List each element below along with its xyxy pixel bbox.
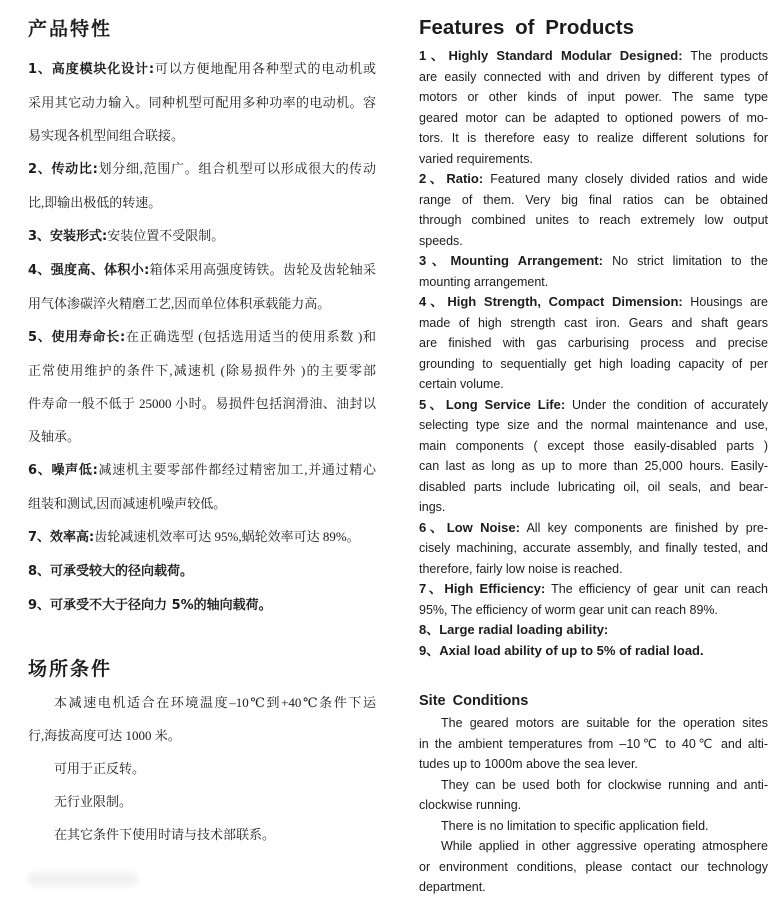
item-heading: 5、使用寿命长: — [28, 330, 126, 345]
scan-artifact — [28, 872, 138, 886]
text-line: 本减速电机适合在环境温度–10℃到+40℃条件下运 — [54, 695, 376, 710]
feature-item-en — [419, 579, 768, 620]
text-line: selecting type size and the normal maintenance and use, — [419, 418, 768, 432]
text-line: varied requirements. — [419, 151, 533, 166]
paragraph-cn — [28, 818, 376, 851]
text-line: 无行业限制。 — [54, 794, 133, 809]
text-line: made of high strength cast iron. Gears and shaft gears — [419, 315, 768, 330]
text-line: 易实现各机型间组合联接。 — [28, 128, 185, 143]
paragraph-en — [419, 836, 768, 897]
feature-item-en — [419, 620, 768, 641]
feature-item-cn — [28, 554, 376, 588]
text-line: are finished with gas carburising process and precise — [419, 336, 768, 350]
site-conditions-title-cn: 场所条件 — [28, 658, 113, 680]
text-line: 95%, The efficiency of worm gear unit can reach 89%. — [419, 602, 719, 617]
text-line: While applied in other aggressive operating atmosphere — [441, 839, 768, 853]
chinese-column — [28, 0, 376, 897]
paragraph-en — [419, 775, 768, 816]
text-line: The geared motors are suitable for the operation sites — [441, 716, 768, 730]
text-line: 4、强度高、体积小:箱体采用高强度铸铁。齿轮及齿轮轴采 — [28, 262, 376, 278]
text-line: geared motor can be adapted to optioned powers of mo- — [419, 110, 768, 125]
text-line: main components ( except those easily-disabled parts ) — [419, 438, 768, 453]
text-line: ings. — [419, 500, 446, 514]
text-line: 组装和测试,因而减速机噪声较低。 — [28, 496, 227, 511]
feature-item-cn — [28, 152, 376, 219]
text-line: 3、安装形式:安装位置不受限制。 — [28, 228, 225, 244]
feature-item-en — [419, 292, 768, 395]
text-line: speeds. — [419, 233, 463, 248]
text-line: 2、传动比:划分细,范围广。组合机型可以形成很大的传动 — [28, 161, 376, 177]
text-line: 用气体渗碳淬火精磨工艺,因而单位体积承载能力高。 — [28, 296, 331, 311]
paragraph-cn — [28, 752, 376, 785]
text-line: clockwise running. — [419, 798, 522, 812]
feature-list-cn — [28, 52, 376, 622]
text-line: 5、使用寿命长:在正确选型 (包括选用适当的使用系数 )和 — [28, 329, 376, 345]
text-line — [28, 554, 376, 588]
item-heading: 7、High Efficiency: — [419, 581, 546, 596]
feature-list-en — [419, 46, 768, 661]
text-line: or environment conditions, please contact our technology — [419, 859, 768, 874]
text-line: certain volume. — [419, 377, 504, 391]
item-heading: 5、Long Service Life: — [419, 396, 566, 412]
text-line: grounding to sequentially get high loading capacity of per — [419, 356, 768, 371]
text-line: through combined unites to reach extremely low output — [419, 213, 768, 227]
feature-item-cn — [28, 219, 376, 253]
item-heading: 1、Highly Standard Modular Designed: — [419, 48, 683, 63]
item-heading: 3、安装形式: — [28, 229, 108, 244]
text-line: range of them. Very big final ratios can be obtained — [419, 192, 768, 207]
text-line: department. — [419, 880, 486, 894]
text-line: are easily connected with and driven by different types of — [419, 69, 768, 84]
item-heading: 1、高度模块化设计: — [28, 62, 155, 77]
text-line: 在其它条件下使用时请与技术部联系。 — [54, 827, 276, 842]
item-heading: 4、High Strength, Compact Dimension: — [419, 294, 683, 309]
item-heading: 6、Low Noise: — [419, 519, 520, 535]
text-line: 7、High Efficiency: The efficiency of gear unit can reach — [419, 581, 769, 596]
feature-item-en — [419, 251, 768, 292]
text-line — [419, 620, 768, 641]
paragraph-cn — [28, 785, 376, 818]
page-title-cn: 产品特性 — [28, 18, 113, 40]
paragraph-en — [419, 816, 768, 837]
text-line: motors or other kinds of input power. The same type — [419, 90, 768, 104]
text-line: 比,即输出极低的转速。 — [28, 195, 162, 210]
paragraph-en — [419, 713, 768, 775]
item-heading: 9、Axial load ability of up to 5% of radial load. — [419, 642, 704, 658]
feature-item-en — [419, 395, 768, 518]
item-heading: 4、强度高、体积小: — [28, 263, 150, 278]
feature-item-cn — [28, 588, 376, 622]
text-line — [28, 588, 376, 622]
feature-item-en — [419, 641, 768, 662]
text-line: 正常使用维护的条件下,减速机 (除易损件外 )的主要零部 — [28, 363, 376, 378]
feature-item-cn — [28, 453, 376, 520]
text-line: in the ambient temperatures from –10℃ to 40℃ and alti- — [419, 736, 768, 751]
item-heading: 6、噪声低: — [28, 463, 98, 478]
english-column — [419, 0, 768, 897]
feature-item-cn — [28, 52, 376, 152]
feature-item-en — [419, 46, 768, 169]
text-line: therefore, fairly low noise is reached. — [419, 561, 623, 576]
text-line: mounting arrangement. — [419, 274, 549, 289]
item-heading: 3、Mounting Arrangement: — [419, 253, 603, 268]
site-conditions-cn — [28, 686, 376, 851]
text-line: 2、Ratio: Featured many closely divided ratios and wide — [419, 171, 769, 186]
text-line: 3、Mounting Arrangement: No strict limitation to the — [419, 253, 769, 268]
site-conditions-title-en: Site Conditions — [419, 693, 529, 709]
item-heading: 8、可承受较大的径向载荷。 — [28, 564, 194, 579]
text-line: They can be used both for clockwise running and anti- — [441, 777, 768, 792]
item-heading: 9、可承受不大于径向力 5%的轴向载荷。 — [28, 598, 272, 613]
text-line: 可用于正反转。 — [54, 761, 146, 776]
item-heading: 7、效率高: — [28, 530, 95, 545]
text-line: tudes up to 1000m above the sea lever. — [419, 757, 638, 771]
item-heading: 8、Large radial loading ability: — [419, 622, 609, 637]
text-line: 7、效率高:齿轮减速机效率可达 95%,蜗轮效率可达 89%。 — [28, 529, 360, 545]
text-line: tors. It is therefore easy to realize different solutions for — [419, 131, 768, 145]
site-conditions-en — [419, 713, 768, 897]
text-line: disabled parts include lubricating oil, oil seals, and bear- — [419, 479, 768, 494]
text-line: 4、High Strength, Compact Dimension: Housings are — [419, 294, 769, 309]
text-line: 1、Highly Standard Modular Designed: The products — [419, 48, 768, 63]
text-line: 采用其它动力输入。同种机型可配用多种功率的电动机。容 — [28, 95, 376, 110]
feature-item-en — [419, 518, 768, 580]
text-line: There is no limitation to specific application field. — [441, 818, 709, 833]
feature-item-cn — [28, 520, 376, 554]
text-line — [419, 641, 768, 662]
feature-item-cn — [28, 253, 376, 320]
item-heading: 2、传动比: — [28, 162, 98, 177]
feature-item-en — [419, 169, 768, 251]
feature-item-cn — [28, 320, 376, 453]
page-title-en: Features of Products — [419, 16, 635, 39]
text-line: 6、Low Noise: All key components are finished by pre- — [419, 519, 768, 535]
text-line: 5、Long Service Life: Under the condition of accurately — [419, 396, 769, 412]
text-line: 1、高度模块化设计:可以方便地配用各种型式的电动机或 — [28, 61, 376, 77]
paragraph-cn — [28, 686, 376, 752]
text-line: 及轴承。 — [28, 429, 81, 444]
text-line: 6、噪声低:减速机主要零部件都经过精密加工,并通过精心 — [28, 462, 376, 478]
text-line: can last as long as up to more than 25,000 hours. Easily- — [419, 459, 768, 473]
item-heading: 2、Ratio: — [419, 171, 484, 186]
text-line: 行,海拔高度可达 1000 米。 — [28, 728, 181, 743]
text-line: cisely machining, accurate assembly, and finally tested, and — [419, 541, 768, 555]
text-line: 件寿命一般不低于 25000 小时。易损件包括润滑油、油封以 — [28, 396, 376, 411]
